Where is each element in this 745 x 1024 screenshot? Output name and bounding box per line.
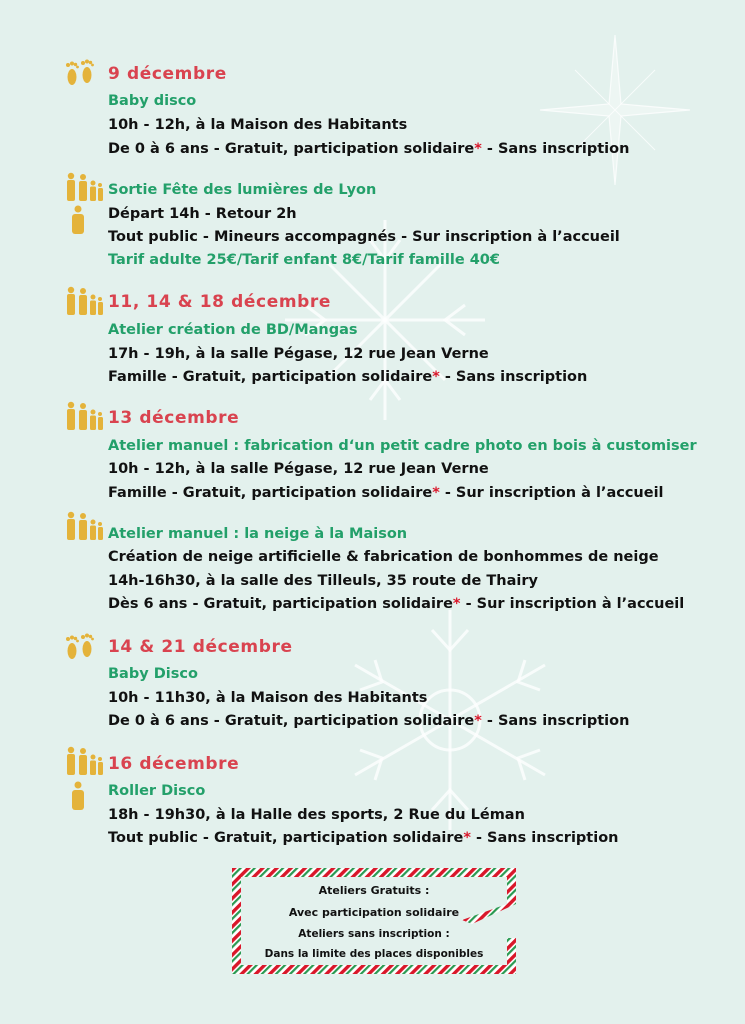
event-text: De 0 à 6 ans - Gratuit, participation solidaire: [108, 713, 475, 729]
event-line: 10h - 12h, à la salle Pégase, 12 rue Jean Verne: [108, 461, 489, 477]
event-title: Atelier création de BD/Mangas: [108, 322, 358, 338]
footprints-icon: [63, 58, 97, 88]
event-title: Baby Disco: [108, 666, 198, 682]
event-line: 18h - 19h30, à la Halle des sports, 2 Rue du Léman: [108, 807, 525, 823]
event-line: 10h - 11h30, à la Maison des Habitants: [108, 690, 428, 706]
event-line: [108, 367, 587, 387]
event-line: [108, 711, 629, 731]
asterisk: *: [463, 830, 471, 846]
event-date: 11, 14 & 18 décembre: [108, 292, 332, 312]
footprints-icon: [63, 632, 97, 662]
event-line: 17h - 19h, à la salle Pégase, 12 rue Jean Verne: [108, 346, 489, 362]
event-text: - Sans inscription: [481, 713, 630, 729]
event-date: 13 décembre: [108, 408, 240, 428]
family-icon: [63, 286, 103, 316]
event-date: 16 décembre: [108, 754, 240, 774]
event-line: [108, 139, 629, 159]
event-text: Famille - Gratuit, participation solidaire: [108, 369, 433, 385]
event-date: 14 & 21 décembre: [108, 637, 293, 657]
asterisk: *: [474, 141, 482, 157]
event-line: 10h - 12h, à la Maison des Habitants: [108, 117, 408, 133]
event-line: Départ 14h - Retour 2h: [108, 206, 297, 222]
event-line: Création de neige artificielle & fabrication de bonhommes de neige: [108, 549, 659, 565]
event-text: Dès 6 ans - Gratuit, participation solidaire: [108, 596, 453, 612]
event-text: Tout public - Gratuit, participation solidaire: [108, 830, 464, 846]
event-text: Famille - Gratuit, participation solidaire: [108, 485, 433, 501]
event-line: [108, 594, 684, 614]
footer-line: Ateliers sans inscription :: [298, 928, 450, 940]
asterisk: *: [452, 596, 461, 612]
event-title: Atelier manuel : la neige à la Maison: [108, 526, 408, 542]
event-line: Tout public - Mineurs accompagnés - Sur inscription à l’accueil: [108, 229, 620, 245]
event-title: Roller Disco: [108, 783, 206, 799]
event-text: - Sur inscription à l’accueil: [439, 485, 664, 501]
event-text: - Sans inscription: [481, 141, 630, 157]
event-date: 9 décembre: [108, 64, 227, 84]
event-text: De 0 à 6 ans - Gratuit, participation solidaire: [108, 141, 475, 157]
event-text: - Sur inscription à l’accueil: [460, 596, 685, 612]
family-icon: [63, 746, 103, 776]
asterisk: *: [432, 369, 440, 385]
event-line: [108, 828, 619, 848]
family-icon: [63, 401, 103, 431]
person-icon: [68, 781, 88, 811]
event-line: [108, 483, 664, 503]
footer-line: Avec participation solidaire: [288, 906, 460, 919]
person-icon: [68, 205, 88, 235]
asterisk: *: [474, 713, 482, 729]
event-title: Sortie Fête des lumières de Lyon: [108, 182, 377, 198]
footer-line: Dans la limite des places disponibles: [264, 948, 484, 960]
event-text: - Sans inscription: [439, 369, 588, 385]
family-icon: [63, 511, 103, 541]
event-line: 14h-16h30, à la salle des Tilleuls, 35 route de Thairy: [108, 573, 538, 589]
event-price: Tarif adulte 25€/Tarif enfant 8€/Tarif famille 40€: [108, 252, 500, 268]
event-title: Baby disco: [108, 93, 197, 109]
info-box: [232, 868, 516, 974]
event-title: Atelier manuel : fabrication d‘un petit cadre photo en bois à customiser: [108, 438, 697, 454]
asterisk: *: [432, 485, 440, 501]
event-text: - Sans inscription: [470, 830, 619, 846]
family-icon: [63, 172, 103, 202]
footer-line: Ateliers Gratuits :: [318, 884, 430, 897]
